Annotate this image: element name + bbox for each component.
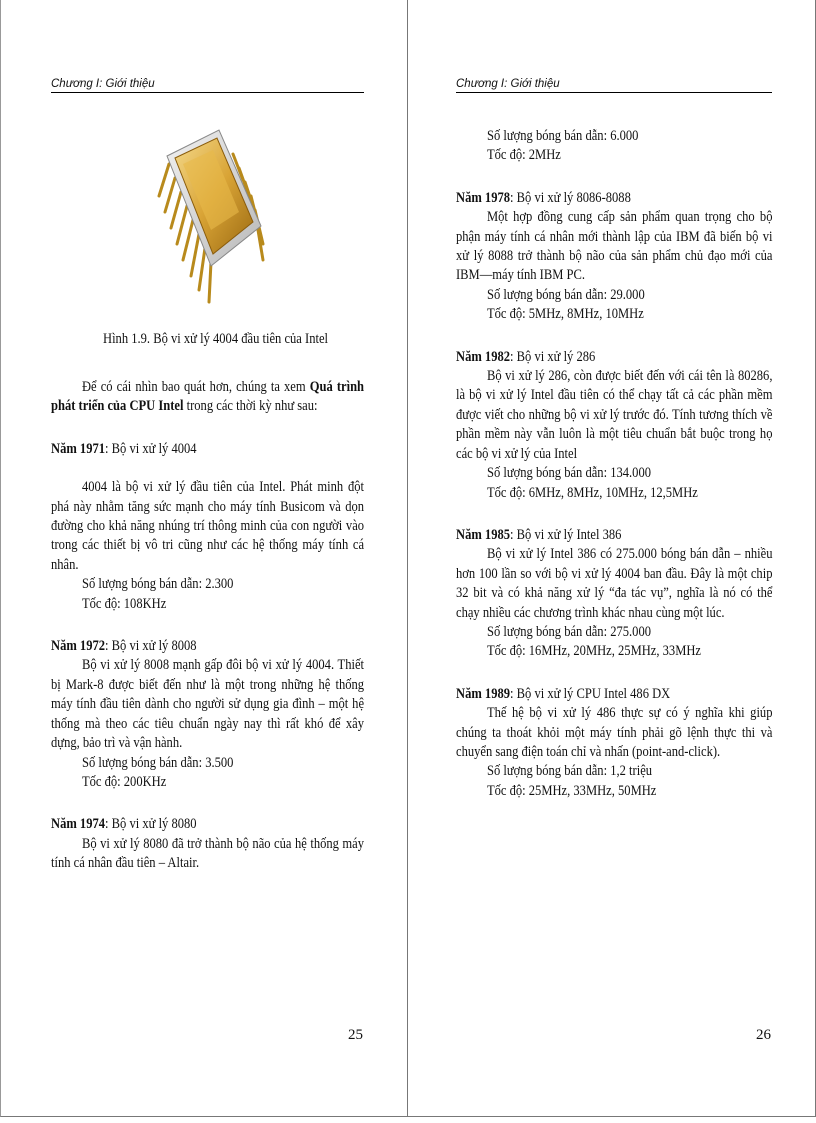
transistor-count: Số lượng bóng bán dẫn: 1,2 triệu: [486, 763, 653, 780]
section-body-1971: 4004 là bộ vi xử lý đầu tiên của Intel. Phát minh đột phá này nhằm tăng sức mạnh cho máy tính Busicom và dọn đường cho khả năng nhúng trí thông minh của con người vào trong các thiết bị vô tri cũng như các hệ thống máy tính cá nhân.: [51, 479, 365, 573]
clock-speed: Tốc độ: 200KHz: [81, 773, 167, 790]
clock-speed: Tốc độ: 108KHz: [81, 595, 167, 612]
page-header: Chương I: Giới thiệu: [456, 78, 772, 93]
transistor-count: Số lượng bóng bán dẫn: 29.000: [486, 286, 645, 303]
transistor-count: Số lượng bóng bán dẫn: 2.300: [81, 576, 234, 593]
section-heading-1972: Năm 1972: Bộ vi xử lý 8008: [51, 638, 197, 655]
section-heading-1974: Năm 1974: Bộ vi xử lý 8080: [51, 816, 197, 833]
right-page-content: [456, 127, 772, 801]
section-body-1974: Bộ vi xử lý 8080 đã trở thành bộ não của hệ thống máy tính cá nhân đầu tiên – Altair.: [51, 835, 365, 872]
section-heading-1971: Năm 1971: Bộ vi xử lý 4004: [51, 440, 197, 457]
section-body-1985: Bộ vi xử lý Intel 386 có 275.000 bóng bán dẫn – nhiều hơn 100 lần so với bộ vi xử lý 4004 ban đầu. Đây là một chip 32 bit và có khả năng xử lý “đa tác vụ”, nghĩa là nó có thể chạy nhiều các chương trình khác nhau cùng một lúc.: [456, 546, 773, 621]
section-body-1982: Bộ vi xử lý 286, còn được biết đến với cái tên là 80286, là bộ vi xử lý Intel đầu tiên có thể chạy tất cả các phần mềm được viết cho những bộ vi xử lý trước đó. Tính tương thích về phần mềm này vẫn luôn là một tiêu chuẩn bắt buộc trong họ các bộ vi xử lý của Intel: [456, 368, 773, 462]
transistor-count: Số lượng bóng bán dẫn: 134.000: [486, 465, 652, 482]
section-body-1989: Thế hệ bộ vi xử lý 486 thực sự có ý nghĩa khi giúp chúng ta thoát khỏi một máy tính phải gõ lệnh thực thi và chuyển sang điện toán chỉ và nhấn (point-and-click).: [456, 705, 773, 760]
intel-4004-chip-image: [153, 126, 265, 306]
section-heading-1989: Năm 1989: Bộ vi xử lý CPU Intel 486 DX: [456, 685, 671, 702]
clock-speed: Tốc độ: 5MHz, 8MHz, 10MHz: [486, 306, 644, 323]
section-heading-1982: Năm 1982: Bộ vi xử lý 286: [456, 348, 596, 365]
section-body-1978: Một hợp đồng cung cấp sản phẩm quan trọng cho bộ phận máy tính cá nhân mới thành lập của IBM đã biến bộ vi xử lý 8088 trở thành bộ não của sản phẩm chủ đạo mới của IBM—máy tính IBM PC.: [456, 209, 773, 284]
clock-speed: Tốc độ: 16MHz, 20MHz, 25MHz, 33MHz: [486, 643, 701, 660]
left-page-content: [51, 378, 364, 874]
section-heading-1985: Năm 1985: Bộ vi xử lý Intel 386: [456, 526, 622, 543]
transistor-count: Số lượng bóng bán dẫn: 6.000: [486, 128, 639, 144]
page-number: 25: [348, 1027, 363, 1043]
section-body-1972: Bộ vi xử lý 8008 mạnh gấp đôi bộ vi xử lý 4004. Thiết bị Mark-8 được biết đến như là một trong những hệ thống máy tính đầu tiên dành cho người sử dụng gia đình – một hệ thống mà theo các tiêu chuẩn ngày nay thì rất khó để xây dựng, bảo trì và vận hành.: [51, 657, 365, 752]
clock-speed: Tốc độ: 6MHz, 8MHz, 10MHz, 12,5MHz: [486, 484, 698, 501]
page-header: Chương I: Giới thiệu: [51, 78, 364, 93]
section-heading-1978: Năm 1978: Bộ vi xử lý 8086-8088: [456, 189, 631, 206]
page-number: 26: [756, 1027, 771, 1043]
figure-caption: Hình 1.9. Bộ vi xử lý 4004 đầu tiên của Intel: [103, 331, 329, 347]
transistor-count: Số lượng bóng bán dẫn: 3.500: [81, 754, 234, 771]
right-page: [408, 0, 816, 1117]
intro-paragraph: Để có cái nhìn bao quát hơn, chúng ta xem Quá trình phát triển của CPU Intel trong các thời kỳ như sau:: [51, 379, 365, 415]
clock-speed: Tốc độ: 2MHz: [486, 147, 561, 164]
clock-speed: Tốc độ: 25MHz, 33MHz, 50MHz: [486, 782, 657, 799]
transistor-count: Số lượng bóng bán dẫn: 275.000: [486, 623, 652, 640]
left-page: [0, 0, 408, 1117]
